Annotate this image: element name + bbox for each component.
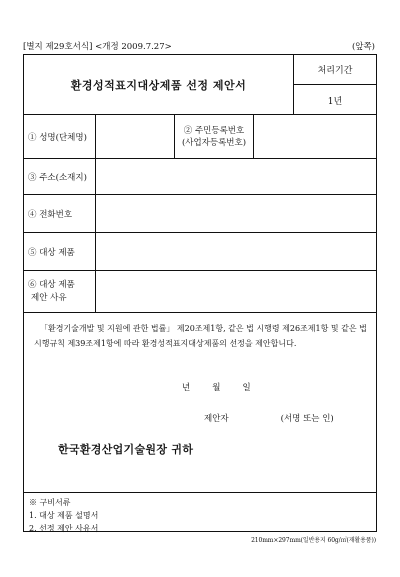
- applicant-label: 제안자: [204, 414, 229, 424]
- address-row: [24, 159, 376, 195]
- declaration-section: [24, 313, 376, 493]
- required-documents: [24, 493, 376, 533]
- phone-label: ④ 전화번호: [24, 195, 96, 232]
- processing-period-value: 1년: [327, 96, 343, 107]
- product-field[interactable]: [96, 233, 376, 270]
- resident-number-label-line2: (사업자등록번호): [181, 137, 247, 148]
- required-document-1: 1. 대상 제품 설명서: [29, 511, 99, 520]
- phone-row: [24, 195, 376, 233]
- phone-field[interactable]: [96, 195, 376, 232]
- date-month: 월: [212, 383, 221, 393]
- proposal-form: [23, 54, 377, 532]
- declaration-paragraph: 「환경기술개발 및 지원에 관한 법률」 제20조제1항, 같은 법 시행령 제26조제1항 및 같은 법 시행규칙 제39조제1항에 따라 환경성적표지대상제품의 선정을 제안합니다.: [34, 324, 367, 348]
- form-header: [23, 40, 377, 54]
- paper-spec: 210mm×297mm(일반용지 60g/㎡(재활용품)): [251, 537, 376, 544]
- applicant-line: [204, 412, 334, 424]
- date-day: 일: [242, 383, 251, 393]
- page-side-label: (앞쪽): [351, 42, 375, 52]
- resident-number-label: [174, 115, 254, 158]
- required-document-2: 2. 선정 제안 사유서: [29, 524, 99, 533]
- name-field[interactable]: [96, 115, 174, 158]
- reason-label-line1: ⑥ 대상 제품: [28, 279, 75, 290]
- address-field[interactable]: [96, 159, 376, 194]
- form-number: [별지 제29호서식] <개정 2009.7.27>: [23, 42, 172, 52]
- title-row: [24, 55, 376, 115]
- product-label: ⑤ 대상 제품: [24, 233, 96, 270]
- reason-row: [24, 271, 376, 313]
- date-line: [182, 381, 251, 393]
- resident-number-field[interactable]: [254, 115, 376, 158]
- address-label: ③ 주소(소재지): [24, 159, 96, 194]
- reason-label-line2: 제안 사유: [31, 292, 67, 303]
- required-documents-heading: ※ 구비서류: [29, 498, 71, 507]
- form-title: 환경성적표지대상제품 선정 제안서: [24, 55, 294, 115]
- name-label: ① 성명(단체명): [24, 115, 96, 158]
- addressee: 한국환경산업기술원장 귀하: [58, 443, 194, 456]
- resident-number-label-line1: ② 주민등록번호: [183, 125, 245, 136]
- name-row: [24, 115, 376, 159]
- signature-label: (서명 또는 인): [280, 414, 334, 424]
- reason-field[interactable]: [96, 271, 376, 312]
- reason-label: [24, 271, 96, 312]
- processing-period-label: 처리기간: [294, 55, 376, 85]
- date-year: 년: [182, 383, 191, 393]
- product-row: [24, 233, 376, 271]
